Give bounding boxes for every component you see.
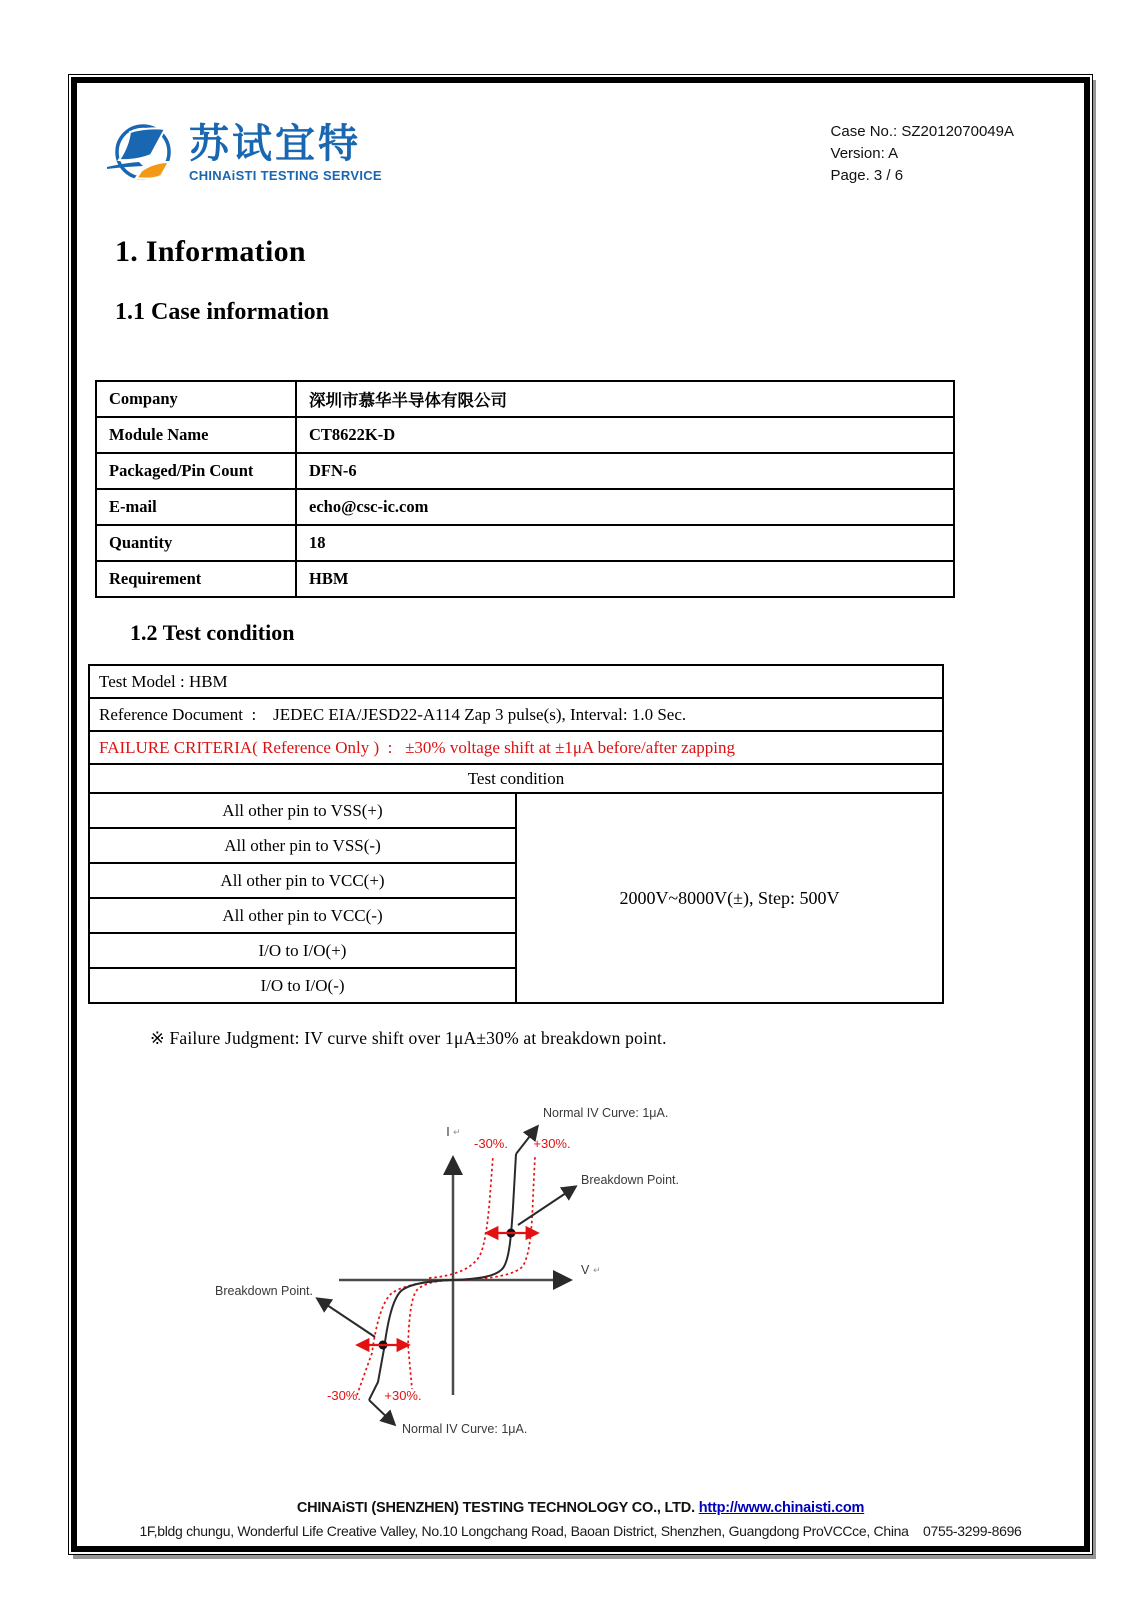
table-row <box>89 731 943 764</box>
page <box>71 77 1090 1552</box>
normal-curve-label-lower: Normal IV Curve: 1μA. <box>402 1422 528 1436</box>
table-row <box>96 489 954 525</box>
header <box>103 117 1014 189</box>
test-model: Test Model : HBM <box>89 665 943 698</box>
row-label: Company <box>96 381 296 417</box>
table-row <box>96 525 954 561</box>
return-mark: ↵ <box>593 1266 601 1276</box>
case-number: Case No.: SZ2012070049A <box>830 123 1014 140</box>
table-row <box>89 793 943 828</box>
voltage-range: 2000V~8000V(±), Step: 500V <box>516 793 943 1003</box>
row-label: E-mail <box>96 489 296 525</box>
footer-company-line <box>77 1500 1084 1516</box>
row-value: CT8622K-D <box>296 417 954 453</box>
plus30-label-upper: +30%. <box>533 1136 571 1151</box>
section-title-test-condition: 1.2 Test condition <box>130 620 295 645</box>
pin-condition: All other pin to VCC(+) <box>89 863 516 898</box>
logo-chinese-name: 苏试宜特 <box>189 122 361 166</box>
page-border <box>68 74 1093 1555</box>
footer-address: 1F,bldg chungu, Wonderful Life Creative Valley, No.10 Longchang Road, Baoan District, Shenzhen, Guangdong ProVCCce, China 0755-3299-8696 <box>139 1523 1022 1539</box>
section-title-information: 1. Information <box>115 235 306 268</box>
logo-icon <box>103 117 181 189</box>
minus30-label-lower: -30%. <box>327 1388 361 1403</box>
footer-company: CHINAiSTI (SHENZHEN) TESTING TECHNOLOGY CO., LTD. <box>296 1500 699 1516</box>
row-label: Packaged/Pin Count <box>96 453 296 489</box>
tolerance-curve-upper-left <box>429 1156 493 1278</box>
table-row <box>89 698 943 731</box>
version: Version: A <box>830 144 899 162</box>
i-axis-label: I <box>446 1125 450 1139</box>
company-logo <box>103 117 382 189</box>
document-meta <box>831 121 1014 186</box>
case-information-table <box>95 380 955 598</box>
row-label: Quantity <box>96 525 296 561</box>
pin-condition: All other pin to VSS(+) <box>89 793 516 828</box>
breakdown-label-lower: Breakdown Point. <box>215 1284 313 1298</box>
pin-condition: All other pin to VSS(-) <box>89 828 516 863</box>
iv-curve-upper <box>453 1154 516 1280</box>
normal-curve-arrow-lower <box>369 1400 394 1424</box>
normal-curve-label-upper: Normal IV Curve: 1μA. <box>543 1106 669 1120</box>
row-value: echo@csc-ic.com <box>296 489 954 525</box>
table-row <box>96 381 954 417</box>
v-axis-label: V <box>581 1263 590 1277</box>
table-row <box>96 417 954 453</box>
pin-condition: I/O to I/O(-) <box>89 968 516 1003</box>
iv-curve-lower <box>369 1280 453 1400</box>
table-row <box>89 665 943 698</box>
breakdown-label-upper: Breakdown Point. <box>581 1173 679 1187</box>
failure-judgment-note: ※ Failure Judgment: IV curve shift over 1μA±30% at breakdown point. <box>150 1028 667 1048</box>
row-label: Module Name <box>96 417 296 453</box>
pin-condition: I/O to I/O(+) <box>89 933 516 968</box>
row-value: HBM <box>296 561 954 597</box>
plus30-label-lower: +30%. <box>384 1388 422 1403</box>
row-value: DFN-6 <box>296 453 954 489</box>
page-number: Page. 3 / 6 <box>830 166 904 184</box>
return-mark: ↵ <box>453 1128 461 1138</box>
footer <box>77 1500 1084 1539</box>
minus30-label-upper: -30%. <box>474 1136 508 1151</box>
iv-curve-diagram <box>147 1057 707 1457</box>
footer-website-link[interactable]: http://www.chinaisti.com <box>698 1500 865 1516</box>
test-condition-header: Test condition <box>89 764 943 793</box>
tolerance-curve-upper-right <box>453 1156 535 1280</box>
tolerance-curve-lower-left <box>357 1280 453 1395</box>
breakdown-arrow-upper <box>518 1187 575 1225</box>
table-row <box>96 453 954 489</box>
breakdown-arrow-lower <box>318 1299 375 1337</box>
pin-condition: All other pin to VCC(-) <box>89 898 516 933</box>
table-row <box>96 561 954 597</box>
logo-text <box>189 123 382 183</box>
section-title-case-information: 1.1 Case information <box>115 299 329 325</box>
row-label: Requirement <box>96 561 296 597</box>
logo-english-name: CHINAiSTI TESTING SERVICE <box>189 168 382 183</box>
table-row <box>89 764 943 793</box>
tolerance-curve-lower-right <box>408 1280 453 1389</box>
test-condition-table <box>88 664 944 1004</box>
row-value: 18 <box>296 525 954 561</box>
row-value: 深圳市慕华半导体有限公司 <box>296 381 954 417</box>
reference-document: Reference Document : JEDEC EIA/JESD22-A114 Zap 3 pulse(s), Interval: 1.0 Sec. <box>89 698 943 731</box>
failure-criteria: FAILURE CRITERIA( Reference Only ) : ±30% voltage shift at ±1μA before/after zapping <box>89 731 943 764</box>
